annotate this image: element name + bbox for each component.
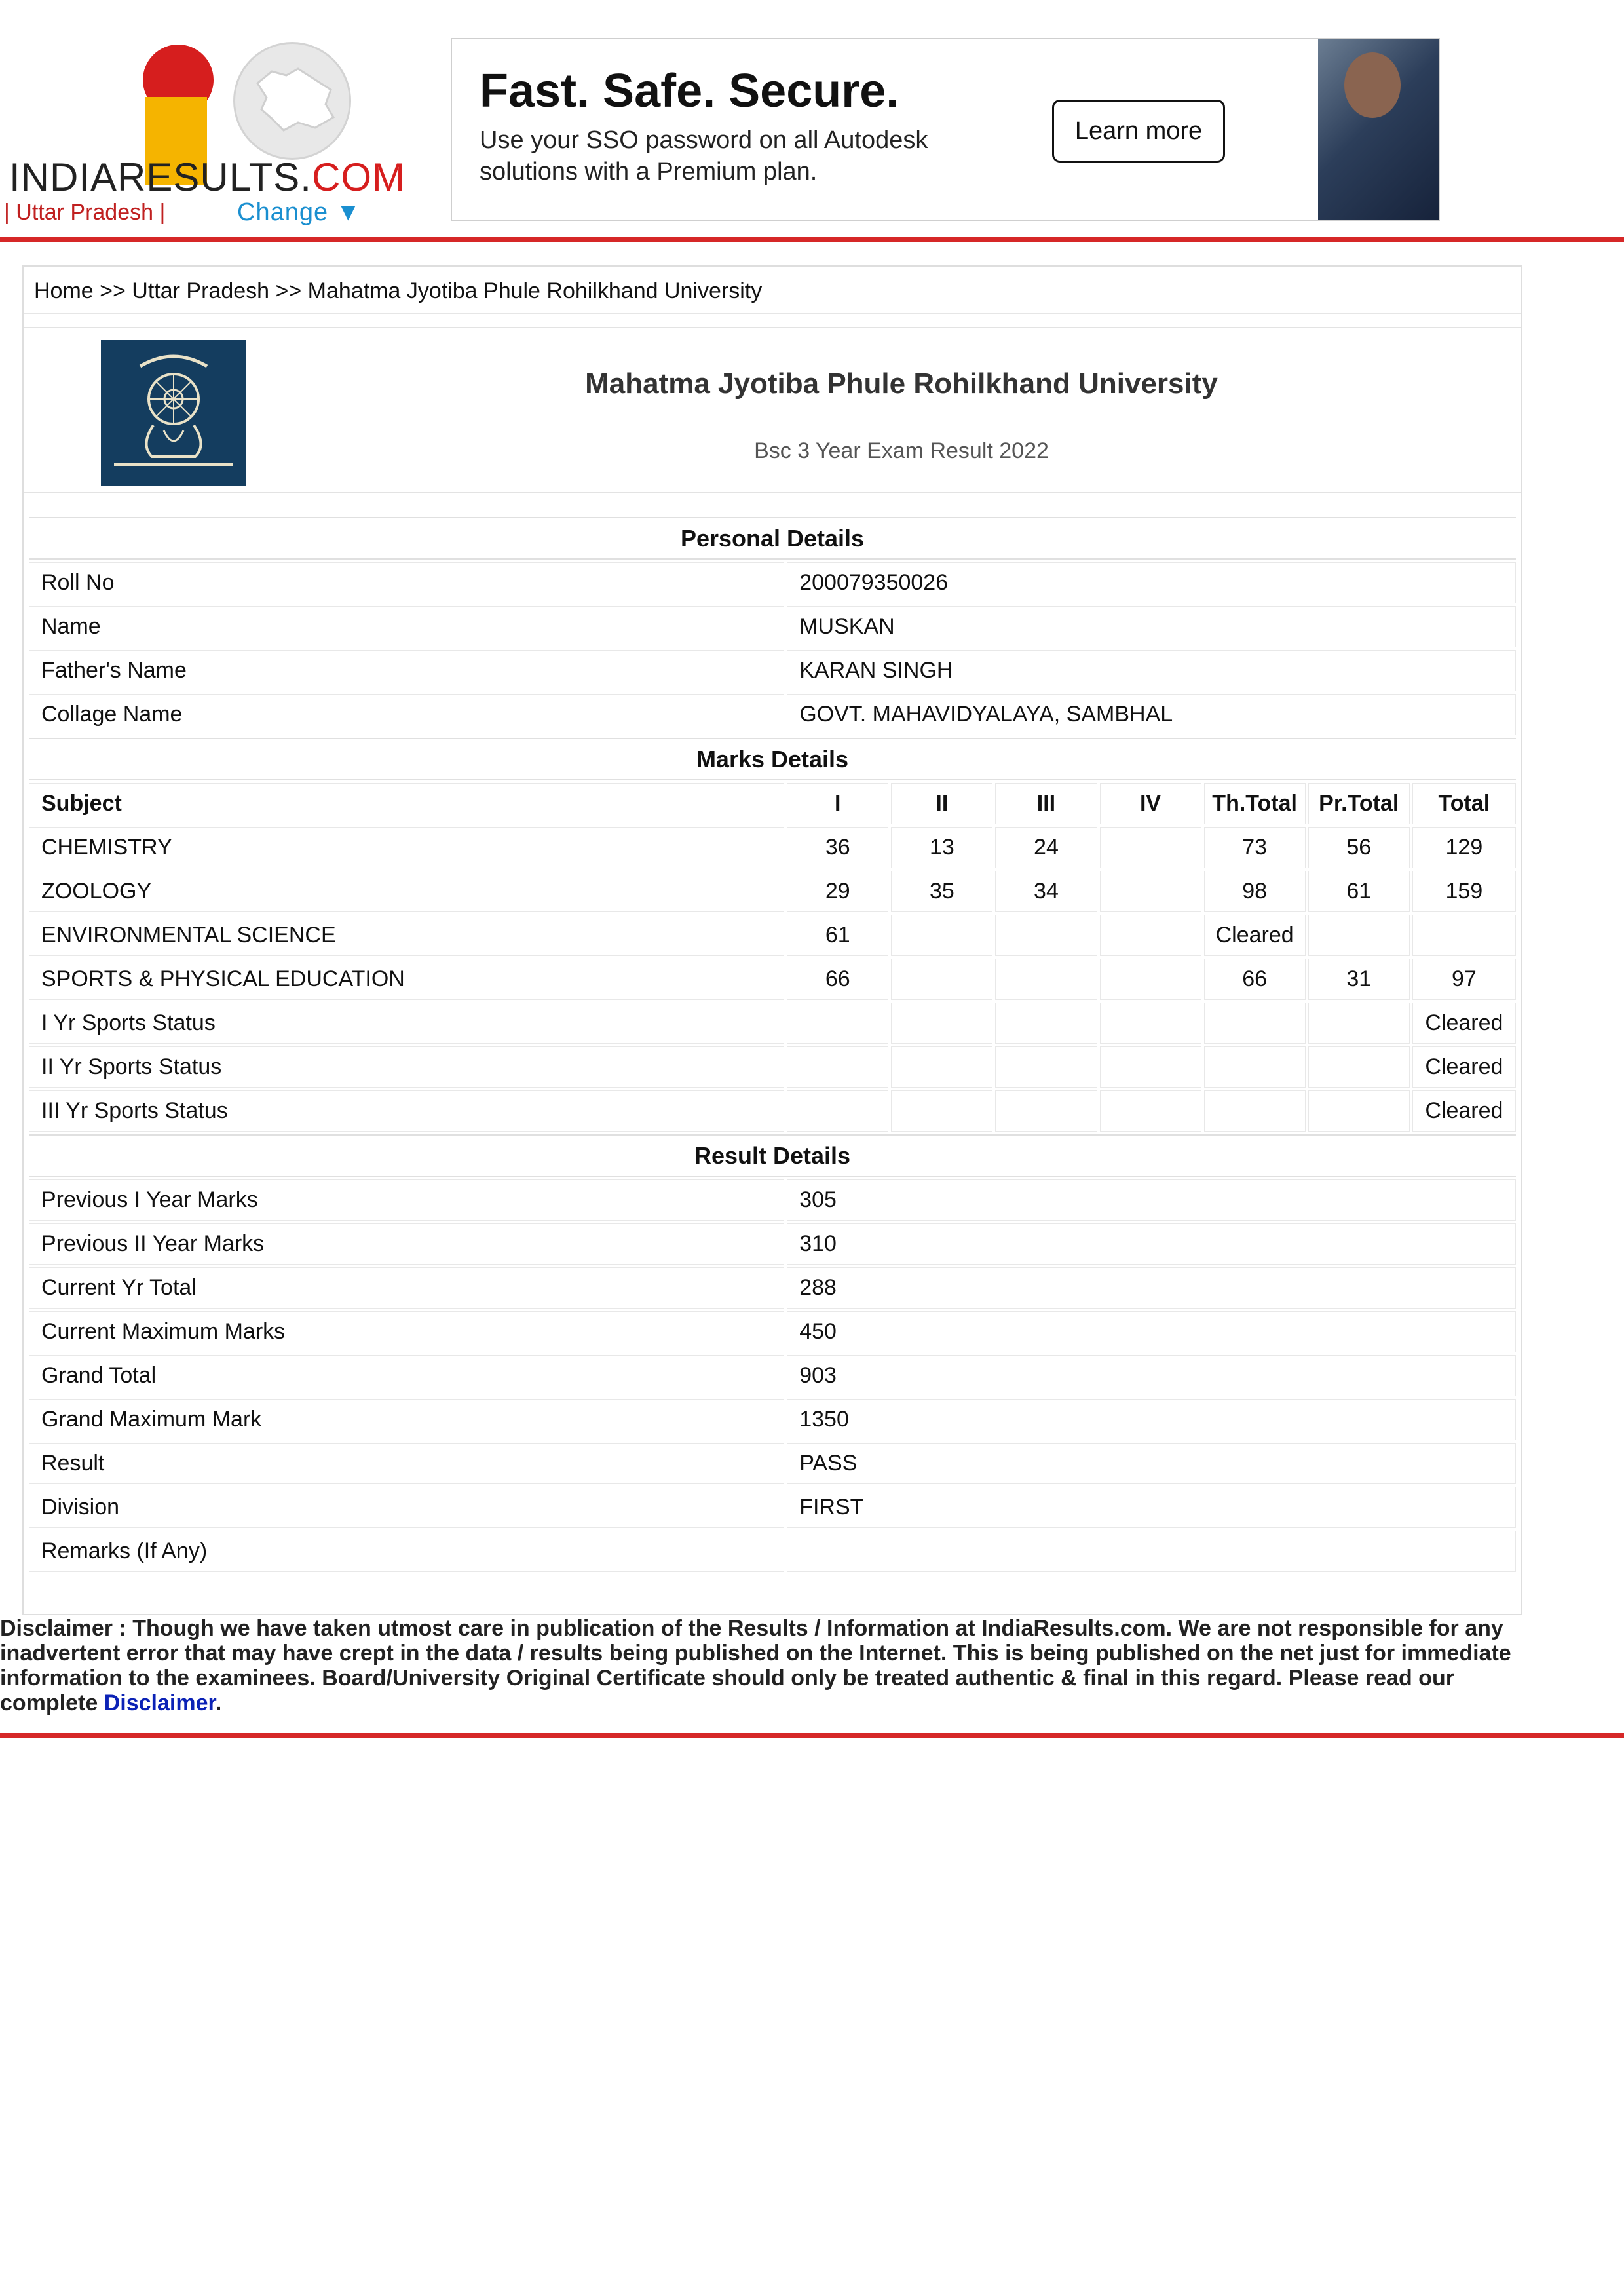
fathers-name-label: Father's Name [29, 650, 784, 691]
result-label: Remarks (If Any) [29, 1531, 784, 1572]
result-row [29, 1399, 1516, 1440]
roll-no-label: Roll No [29, 562, 784, 603]
result-value: 305 [787, 1179, 1516, 1221]
change-state-link[interactable]: Change ▼ [237, 199, 362, 226]
name-value: MUSKAN [787, 606, 1516, 647]
mark-cell: 66 [1204, 959, 1306, 1000]
marks-header-row [29, 783, 1516, 824]
mark-cell [1100, 871, 1201, 912]
mark-cell [1204, 1046, 1306, 1088]
mark-cell: 29 [787, 871, 888, 912]
disclaimer-text: Disclaimer : Though we have taken utmost care in publication of the Results / Information at IndiaResults.com. We are not responsible for any inadvertent error that may have crept in the data / results being published on the Internet. This is being published on the net just for immediate information to the examinees. Board/University Original Certificate should only be treated authentic & final in this regard. Please read our complete [0, 1616, 1511, 1715]
uttar-pradesh-map-icon [233, 42, 351, 160]
disclaimer [0, 1616, 1546, 1715]
logo-text-com: COM [311, 155, 406, 199]
university-logo [101, 340, 246, 486]
result-label: Grand Total [29, 1355, 784, 1396]
name-label: Name [29, 606, 784, 647]
logo-text-main: INDIARESULTS. [9, 155, 312, 199]
mark-cell: 129 [1412, 827, 1516, 868]
state-label: | Uttar Pradesh | [4, 200, 166, 225]
result-table [26, 514, 1519, 1575]
col-iii-header: III [995, 783, 1097, 824]
personal-row [29, 650, 1516, 691]
mark-cell [995, 1003, 1097, 1044]
mark-cell: 97 [1412, 959, 1516, 1000]
result-row [29, 1443, 1516, 1484]
mark-cell [891, 915, 992, 956]
result-label: Result [29, 1443, 784, 1484]
col-th-total-header: Th.Total [1204, 783, 1306, 824]
mark-cell [787, 1046, 888, 1088]
result-row [29, 1531, 1516, 1572]
result-label: Previous I Year Marks [29, 1179, 784, 1221]
result-value [787, 1531, 1516, 1572]
result-details-heading: Result Details [29, 1134, 1516, 1177]
mark-cell [1100, 1003, 1201, 1044]
mark-cell [1100, 1090, 1201, 1132]
subject-cell: II Yr Sports Status [29, 1046, 784, 1088]
personal-details-heading-row [29, 517, 1516, 560]
result-value: 1350 [787, 1399, 1516, 1440]
breadcrumb-divider [24, 313, 1521, 314]
mark-cell [1308, 1046, 1410, 1088]
result-value: 903 [787, 1355, 1516, 1396]
marks-row [29, 959, 1516, 1000]
mark-cell: Cleared [1204, 915, 1306, 956]
personal-row [29, 606, 1516, 647]
result-value: FIRST [787, 1487, 1516, 1528]
site-header [0, 0, 1624, 237]
exam-title: Bsc 3 Year Exam Result 2022 [754, 438, 1049, 463]
mark-cell [1412, 915, 1516, 956]
mark-cell [1308, 915, 1410, 956]
mark-cell [1100, 827, 1201, 868]
result-value: 450 [787, 1311, 1516, 1352]
footer-divider [0, 1733, 1624, 1738]
mark-cell: 24 [995, 827, 1097, 868]
mark-cell [1308, 1090, 1410, 1132]
mark-cell: 61 [787, 915, 888, 956]
subject-cell: III Yr Sports Status [29, 1090, 784, 1132]
mark-cell [995, 1090, 1097, 1132]
mark-cell: 73 [1204, 827, 1306, 868]
mark-cell: 56 [1308, 827, 1410, 868]
col-subject-header: Subject [29, 783, 784, 824]
marks-row [29, 915, 1516, 956]
university-name: Mahatma Jyotiba Phule Rohilkhand University [585, 368, 1218, 400]
ad-photo [1318, 39, 1440, 221]
personal-row [29, 694, 1516, 735]
mark-cell [891, 1046, 992, 1088]
roll-no-value: 200079350026 [787, 562, 1516, 603]
mark-cell: 13 [891, 827, 992, 868]
mark-cell: 61 [1308, 871, 1410, 912]
result-label: Current Maximum Marks [29, 1311, 784, 1352]
col-pr-total-header: Pr.Total [1308, 783, 1410, 824]
result-value: PASS [787, 1443, 1516, 1484]
mark-cell [1204, 1090, 1306, 1132]
result-label: Grand Maximum Mark [29, 1399, 784, 1440]
mark-cell [1100, 915, 1201, 956]
disclaimer-link[interactable]: Disclaimer [104, 1691, 216, 1715]
mark-cell [995, 1046, 1097, 1088]
col-total-header: Total [1412, 783, 1516, 824]
result-details-heading-row [29, 1134, 1516, 1177]
marks-details-heading-row [29, 738, 1516, 780]
status-cell: Cleared [1412, 1003, 1516, 1044]
mark-cell: 98 [1204, 871, 1306, 912]
marks-details-heading: Marks Details [29, 738, 1516, 780]
result-label: Division [29, 1487, 784, 1528]
logo-wordmark [9, 155, 406, 200]
breadcrumb[interactable]: Home >> Uttar Pradesh >> Mahatma Jyotiba Phule Rohilkhand University [34, 278, 763, 303]
mark-cell: 159 [1412, 871, 1516, 912]
ad-subtitle: Use your SSO password on all Autodesk solutions with a Premium plan. [480, 126, 928, 185]
mark-cell: 36 [787, 827, 888, 868]
ad-title: Fast. Safe. Secure. [480, 65, 899, 117]
mark-cell: 35 [891, 871, 992, 912]
subject-cell: I Yr Sports Status [29, 1003, 784, 1044]
personal-row [29, 562, 1516, 603]
mark-cell [1308, 1003, 1410, 1044]
disclaimer-end: . [215, 1691, 222, 1715]
fathers-name-value: KARAN SINGH [787, 650, 1516, 691]
col-i-header: I [787, 783, 888, 824]
subject-cell: SPORTS & PHYSICAL EDUCATION [29, 959, 784, 1000]
col-iv-header: IV [1100, 783, 1201, 824]
mark-cell [891, 959, 992, 1000]
sports-status-row [29, 1003, 1516, 1044]
advertisement-banner[interactable] [451, 38, 1440, 221]
result-value: 310 [787, 1223, 1516, 1265]
sports-status-row [29, 1090, 1516, 1132]
result-label: Current Yr Total [29, 1267, 784, 1309]
subject-cell: ENVIRONMENTAL SCIENCE [29, 915, 784, 956]
mark-cell [787, 1003, 888, 1044]
mark-cell [995, 915, 1097, 956]
result-row [29, 1487, 1516, 1528]
header-divider [0, 237, 1624, 242]
mark-cell [1100, 1046, 1201, 1088]
result-row [29, 1311, 1516, 1352]
mark-cell [1100, 959, 1201, 1000]
marks-row [29, 871, 1516, 912]
status-cell: Cleared [1412, 1090, 1516, 1132]
col-ii-header: II [891, 783, 992, 824]
mark-cell [891, 1003, 992, 1044]
college-name-value: GOVT. MAHAVIDYALAYA, SAMBHAL [787, 694, 1516, 735]
personal-details-heading: Personal Details [29, 517, 1516, 560]
result-value: 288 [787, 1267, 1516, 1309]
result-panel [22, 265, 1522, 1615]
subject-cell: ZOOLOGY [29, 871, 784, 912]
result-row [29, 1179, 1516, 1221]
college-name-label: Collage Name [29, 694, 784, 735]
result-row [29, 1355, 1516, 1396]
university-header [24, 327, 1521, 493]
subject-cell: CHEMISTRY [29, 827, 784, 868]
mark-cell [787, 1090, 888, 1132]
mark-cell [995, 959, 1097, 1000]
mark-cell [1204, 1003, 1306, 1044]
result-row [29, 1267, 1516, 1309]
mark-cell: 31 [1308, 959, 1410, 1000]
marks-row [29, 827, 1516, 868]
mark-cell: 66 [787, 959, 888, 1000]
result-label: Previous II Year Marks [29, 1223, 784, 1265]
status-cell: Cleared [1412, 1046, 1516, 1088]
learn-more-button[interactable]: Learn more [1052, 100, 1225, 163]
result-row [29, 1223, 1516, 1265]
ad-photo-person [1344, 52, 1401, 118]
mark-cell [891, 1090, 992, 1132]
mark-cell: 34 [995, 871, 1097, 912]
sports-status-row [29, 1046, 1516, 1088]
